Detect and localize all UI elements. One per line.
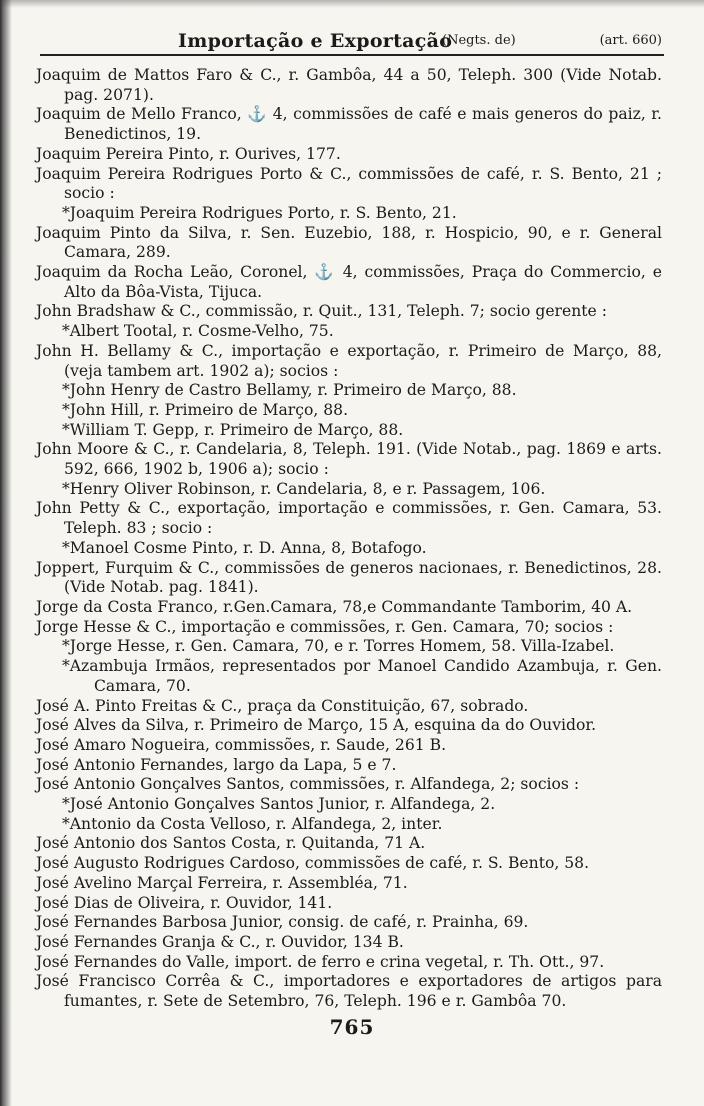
entries-list [36,66,662,1012]
partner-entry: *Antonio da Costa Velloso, r. Alfandega, 2, inter. [62,814,443,833]
directory-entry: John Moore & C., r. Candelaria, 8, Teleph. 191. (Vide Notab., pag. 1869 e arts. 592, 666, 1902 b, 1906 a); socio : [36,440,662,479]
partner-entry: *John Henry de Castro Bellamy, r. Primeiro de Março, 88. [62,381,517,400]
directory-entry: José Francisco Corrêa & C., importadores e exportadores de artigos para fumantes, r. Sete de Setembro, 76, Teleph. 196 e r. Gambôa 70. [36,972,662,1011]
directory-entry: José Fernandes Granja & C., r. Ouvidor, 134 B. [36,932,404,951]
page-number: 765 [329,1015,375,1039]
directory-entry: José Alves da Silva, r. Primeiro de Março, 15 A, esquina da do Ouvidor. [36,716,597,735]
directory-entry: Joaquim de Mattos Faro & C., r. Gambôa, 44 a 50, Teleph. 300 (Vide Notab. pag. 2071). [36,66,662,104]
partner-entry: *Azambuja Irmãos, representados por Manoel Candido Azambuja, r. Gen. Camara, 70. [62,657,662,695]
directory-entry: Joaquim Pinto da Silva, r. Sen. Euzebio, 188, r. Hospicio, 90, e r. General Camara, 289. [36,223,662,262]
directory-entry: José Augusto Rodrigues Cardoso, commissões de café, r. S. Bento, 58. [36,854,590,873]
directory-entry: John Petty & C., exportação, importação e commissões, r. Gen. Camara, 53. Teleph. 83 ; socio : [36,499,662,538]
directory-entry: Joaquim Pereira Pinto, r. Ourives, 177. [36,144,341,163]
partner-entry: *Albert Tootal, r. Cosme-Velho, 75. [62,322,334,341]
partner-entry: *José Antonio Gonçalves Santos Junior, r. Alfandega, 2. [62,795,496,814]
directory-entry: José Dias de Oliveira, r. Ouvidor, 141. [36,893,333,912]
directory-entry: José Antonio Fernandes, largo da Lapa, 5 e 7. [36,755,397,774]
header-title: Importação e Exportação [178,30,453,52]
page-top-edge [0,0,704,8]
header-article: (art. 660) [599,33,662,48]
directory-entry: John Bradshaw & C., commissão, r. Quit., 131, Teleph. 7; socio gerente : [36,302,607,321]
directory-entry: Jorge da Costa Franco, r.Gen.Camara, 78,e Commandante Tamborim, 40 A. [36,597,633,616]
directory-entry: Joppert, Furquim & C., commissões de generos nacionaes, r. Benedictinos, 28. (Vide Notab. pag. 1841). [36,558,662,597]
page-binding-edge [0,0,12,1106]
directory-entry: Joaquim da Rocha Leão, Coronel, ⚓ 4, commissões, Praça do Commercio, e Alto da Bôa-Vista, Tijuca. [36,263,662,301]
directory-entry: Jorge Hesse & C., importação e commissões, r. Gen. Camara, 70; socios : [36,617,614,636]
partner-entry: *John Hill, r. Primeiro de Março, 88. [62,400,349,419]
directory-entry: José A. Pinto Freitas & C., praça da Constituição, 67, sobrado. [36,696,529,715]
partner-entry: *Joaquim Pereira Rodrigues Porto, r. S. Bento, 21. [62,203,457,222]
partner-entry: *Manoel Cosme Pinto, r. D. Anna, 8, Botafogo. [62,538,427,557]
header-subtitle: (Negts. de) [442,33,516,48]
directory-entry: José Antonio Gonçalves Santos, commissões, r. Alfandega, 2; socios : [36,775,580,794]
partner-entry: *Henry Oliver Robinson, r. Candelaria, 8, e r. Passagem, 106. [62,479,546,498]
directory-entry: José Fernandes do Valle, import. de ferro e crina vegetal, r. Th. Ott., 97. [36,952,605,971]
partner-entry: *Jorge Hesse, r. Gen. Camara, 70, e r. Torres Homem, 58. Villa-Izabel. [62,637,615,656]
directory-entry: José Avelino Marçal Ferreira, r. Assembléa, 71. [36,873,408,892]
directory-entry: José Amaro Nogueira, commissões, r. Saude, 261 B. [36,735,447,754]
directory-entry: Joaquim de Mello Franco, ⚓ 4, commissões de café e mais generos do paiz, r. Benedictinos, 19. [36,105,662,144]
directory-entry: José Fernandes Barbosa Junior, consig. de café, r. Prainha, 69. [36,913,529,932]
running-header [40,26,664,56]
directory-entry: Joaquim Pereira Rodrigues Porto & C., commissões de café, r. S. Bento, 21 ; socio : [36,164,662,203]
partner-entry: *William T. Gepp, r. Primeiro de Março, 88. [62,420,404,439]
directory-entry: José Antonio dos Santos Costa, r. Quitanda, 71 A. [36,834,426,853]
directory-entry: John H. Bellamy & C., importação e exportação, r. Primeiro de Março, 88, (veja tambem art. 1902 a); socios : [36,341,662,380]
